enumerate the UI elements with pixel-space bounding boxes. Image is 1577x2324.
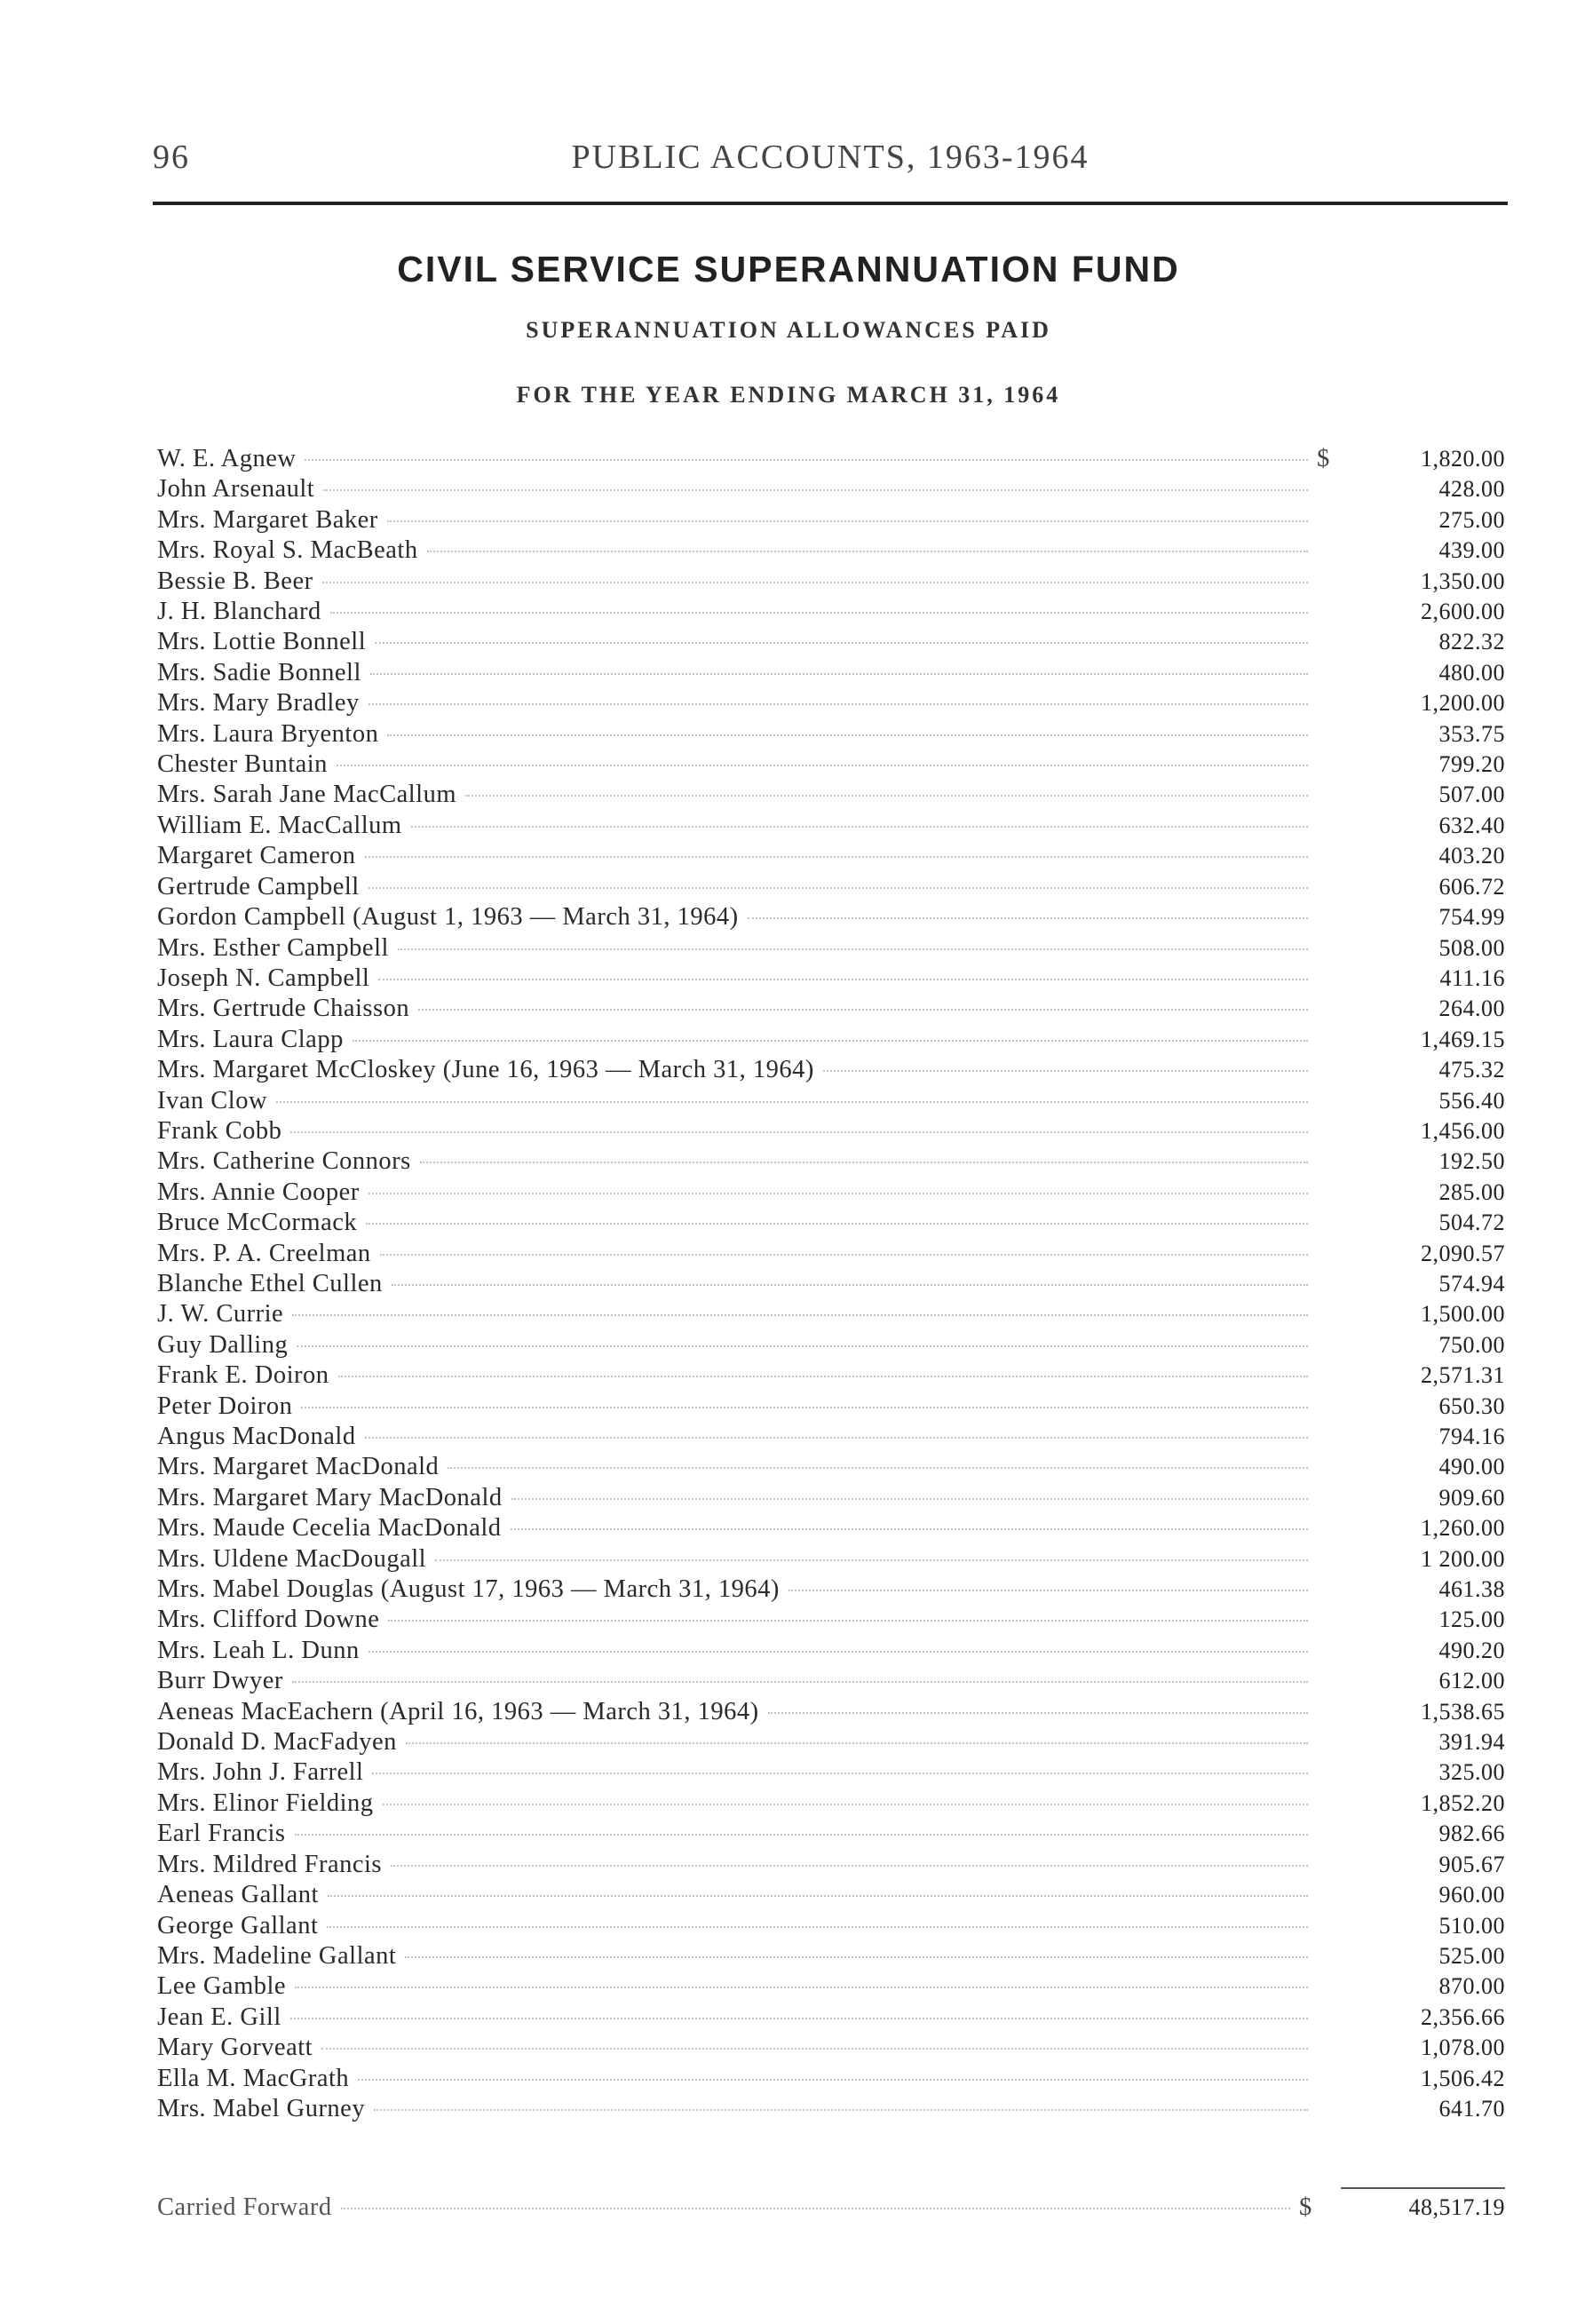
leader-dots xyxy=(322,582,1308,583)
ledger-row xyxy=(157,445,1505,475)
allowance-amount: 504.72 xyxy=(1438,1210,1505,1236)
recipient-name: Mrs. Sarah Jane MacCallum xyxy=(157,781,457,809)
recipient-name: Earl Francis xyxy=(157,1820,286,1848)
ledger-row xyxy=(157,1820,1505,1850)
allowance-amount: 325.00 xyxy=(1438,1759,1505,1786)
leader-dots xyxy=(328,1895,1308,1897)
allowance-amount: 794.16 xyxy=(1438,1424,1505,1449)
leader-dots xyxy=(338,1376,1308,1377)
ledger-row xyxy=(157,1300,1505,1330)
leader-dots xyxy=(405,1956,1308,1958)
ledger-row xyxy=(157,1881,1505,1911)
allowance-amount: 750.00 xyxy=(1438,1331,1505,1358)
allowance-amount: 870.00 xyxy=(1438,1973,1505,2000)
leader-dots xyxy=(301,1407,1308,1408)
ledger-row xyxy=(157,1209,1505,1239)
ledger-row xyxy=(157,750,1505,781)
leader-dots xyxy=(388,1620,1308,1622)
ledger-row xyxy=(157,1453,1505,1483)
leader-dots xyxy=(323,489,1308,491)
ledger-row xyxy=(157,2065,1505,2095)
allowance-amount: 1,260.00 xyxy=(1421,1515,1505,1542)
allowance-amount: 490.00 xyxy=(1438,1454,1505,1480)
recipient-name: Mrs. Catherine Connors xyxy=(157,1147,411,1176)
recipient-name: Mrs. Margaret MacDonald xyxy=(157,1453,440,1481)
leader-dots xyxy=(358,2079,1308,2081)
allowance-amount: 525.00 xyxy=(1438,1942,1505,1969)
allowance-amount: 2,356.66 xyxy=(1421,2003,1505,2030)
allowance-amount: 799.20 xyxy=(1438,751,1505,778)
allowance-amount: 612.00 xyxy=(1438,1668,1505,1694)
currency-symbol: $ xyxy=(1317,445,1330,472)
leader-dots xyxy=(411,826,1308,828)
allowance-amount: 1,538.65 xyxy=(1421,1698,1505,1725)
leader-dots xyxy=(398,948,1308,950)
ledger-row xyxy=(157,1637,1505,1667)
allowance-amount: 1,500.00 xyxy=(1421,1301,1505,1328)
allowance-amount: 1,506.42 xyxy=(1421,2065,1505,2091)
leader-dots xyxy=(392,1284,1308,1286)
leader-dots xyxy=(292,1314,1308,1316)
allowance-amount: 1,078.00 xyxy=(1421,2034,1505,2061)
recipient-name: Guy Dalling xyxy=(157,1330,289,1359)
allowance-amount: 275.00 xyxy=(1438,506,1505,533)
leader-dots xyxy=(327,1926,1308,1928)
recipient-name: Mrs. Royal S. MacBeath xyxy=(157,536,418,565)
ledger-row xyxy=(157,628,1505,658)
allowance-amount: 606.72 xyxy=(1438,873,1505,900)
ledger-row xyxy=(157,1392,1505,1423)
leader-dots xyxy=(337,765,1308,766)
recipient-name: Jean E. Gill xyxy=(157,2003,281,2031)
leader-dots xyxy=(290,2018,1308,2019)
leader-dots xyxy=(295,1987,1308,1988)
leader-dots xyxy=(823,1070,1308,1072)
ledger-row xyxy=(157,2034,1505,2064)
leader-dots xyxy=(375,642,1308,644)
allowance-amount: 125.00 xyxy=(1438,1606,1505,1633)
ledger-row xyxy=(157,842,1505,872)
allowance-amount: 1,350.00 xyxy=(1421,567,1505,594)
allowance-amount: 264.00 xyxy=(1438,995,1505,1022)
ledger-row xyxy=(157,2095,1505,2125)
ledger-row xyxy=(157,1484,1505,1514)
leader-dots xyxy=(372,1773,1308,1774)
ledger-row xyxy=(157,873,1505,903)
allowance-amount: 909.60 xyxy=(1438,1484,1505,1511)
leader-dots xyxy=(297,1345,1308,1347)
allowance-amount: 510.00 xyxy=(1438,1912,1505,1939)
leader-dots xyxy=(380,1254,1308,1256)
recipient-name: Frank Cobb xyxy=(157,1116,282,1145)
leader-dots xyxy=(448,1467,1308,1469)
ledger-row xyxy=(157,1178,1505,1209)
recipient-name: Angus MacDonald xyxy=(157,1423,356,1450)
currency-symbol: $ xyxy=(1299,2193,1312,2221)
allowance-amount: 1,852.20 xyxy=(1421,1789,1505,1816)
allowance-amount: 960.00 xyxy=(1438,1882,1505,1908)
leader-dots xyxy=(420,1162,1308,1163)
ledger-row xyxy=(157,1545,1505,1575)
recipient-name: Mrs. Maude Cecelia MacDonald xyxy=(157,1514,502,1543)
ledger-row xyxy=(157,1361,1505,1392)
carried-forward-label: Carried Forward xyxy=(157,2193,332,2221)
leader-dots xyxy=(391,1865,1308,1867)
recipient-name: J. W. Currie xyxy=(157,1300,284,1329)
recipient-name: William E. MacCallum xyxy=(157,811,402,839)
recipient-name: Aeneas Gallant xyxy=(157,1881,319,1909)
recipient-name: Ivan Clow xyxy=(157,1086,268,1114)
allowance-amount: 2,090.57 xyxy=(1421,1240,1505,1266)
ledger-row xyxy=(157,964,1505,995)
allowance-amount: 353.75 xyxy=(1438,720,1505,747)
leader-dots xyxy=(368,887,1308,889)
recipient-name: Mrs. Mabel Gurney xyxy=(157,2094,366,2122)
ledger-row xyxy=(157,1026,1505,1056)
leader-dots xyxy=(330,612,1308,614)
leader-dots xyxy=(788,1590,1308,1591)
leader-dots xyxy=(295,1834,1309,1836)
allowance-amount: 391.94 xyxy=(1438,1729,1505,1756)
ledger-row xyxy=(157,812,1505,842)
leader-dots xyxy=(387,520,1308,522)
ledger-row xyxy=(157,995,1505,1025)
ledger-row xyxy=(157,934,1505,964)
ledger-row xyxy=(157,475,1505,505)
ledger-row xyxy=(157,536,1505,567)
ledger-row xyxy=(157,1942,1505,1972)
allowance-amount: 982.66 xyxy=(1438,1820,1505,1847)
recipient-name: Mrs. Uldene MacDougall xyxy=(157,1544,427,1573)
allowance-amount: 1,456.00 xyxy=(1421,1117,1505,1144)
recipient-name: Donald D. MacFadyen xyxy=(157,1728,397,1757)
recipient-name: Aeneas MacEachern (April 16, 1963 — March 31, 1964) xyxy=(157,1697,759,1725)
recipient-name: Lee Gamble xyxy=(157,1972,287,2001)
recipient-name: Frank E. Doiron xyxy=(157,1361,329,1390)
allowance-amount: 507.00 xyxy=(1438,781,1505,808)
carried-forward-row xyxy=(157,2193,1505,2229)
allowance-amount: 650.30 xyxy=(1438,1392,1505,1419)
recipient-name: Mrs. Sadie Bonnell xyxy=(157,658,361,686)
allowance-amount: 905.67 xyxy=(1438,1851,1505,1877)
ledger-row xyxy=(157,1728,1505,1758)
recipient-name: Mrs. Laura Bryenton xyxy=(157,719,379,748)
allowance-amount: 754.99 xyxy=(1438,904,1505,931)
recipient-name: Burr Dwyer xyxy=(157,1667,283,1695)
recipient-name: Mrs. Mabel Douglas (August 17, 1963 — March 31, 1964) xyxy=(157,1575,780,1604)
ledger-row xyxy=(157,1912,1505,1942)
ledger-row xyxy=(157,1117,1505,1147)
leader-dots xyxy=(435,1559,1308,1561)
leader-dots xyxy=(305,459,1308,461)
allowance-amount: 480.00 xyxy=(1438,659,1505,686)
ledger-row xyxy=(157,598,1505,628)
recipient-name: Bruce McCormack xyxy=(157,1209,358,1237)
allowance-amount: 411.16 xyxy=(1439,964,1505,991)
allowance-amount: 439.00 xyxy=(1438,537,1505,564)
recipient-name: Mrs. Annie Cooper xyxy=(157,1178,360,1206)
ledger-row xyxy=(157,1667,1505,1697)
ledger-row xyxy=(157,1575,1505,1606)
leader-dots xyxy=(368,1651,1308,1653)
leader-dots xyxy=(365,1437,1308,1439)
ledger-row xyxy=(157,1606,1505,1636)
ledger-row xyxy=(157,1758,1505,1789)
carried-forward-amount: 48,517.19 xyxy=(1408,2194,1505,2220)
recipient-name: Mrs. Elinor Fielding xyxy=(157,1789,374,1817)
ledger-row xyxy=(157,1514,1505,1544)
allowance-ledger xyxy=(157,445,1505,2125)
recipient-name: Mrs. Lottie Bonnell xyxy=(157,628,367,656)
recipient-name: Gertrude Campbell xyxy=(157,872,360,900)
leader-dots xyxy=(465,795,1308,797)
recipient-name: Joseph N. Campbell xyxy=(157,964,370,992)
leader-dots xyxy=(387,734,1308,736)
recipient-name: Mrs. John J. Farrell xyxy=(157,1758,364,1787)
leader-dots xyxy=(368,703,1308,705)
recipient-name: Margaret Cameron xyxy=(157,842,356,870)
leader-dots xyxy=(374,2109,1308,2111)
recipient-name: Mrs. Clifford Downe xyxy=(157,1606,380,1634)
leader-dots xyxy=(427,551,1308,552)
allowance-amount: 192.50 xyxy=(1438,1148,1505,1175)
leader-dots xyxy=(383,1804,1308,1805)
ledger-row xyxy=(157,1240,1505,1270)
ledger-row xyxy=(157,720,1505,750)
allowance-amount: 2,571.31 xyxy=(1421,1362,1505,1389)
recipient-name: Mrs. Laura Clapp xyxy=(157,1025,344,1053)
recipient-name: Mrs. Madeline Gallant xyxy=(157,1941,397,1970)
recipient-name: Mrs. Gertrude Chaisson xyxy=(157,995,410,1023)
recipient-name: Mrs. Esther Campbell xyxy=(157,933,389,962)
recipient-name: Mrs. Margaret McCloskey (June 16, 1963 — March 31, 1964) xyxy=(157,1056,814,1084)
allowance-amount: 461.38 xyxy=(1438,1576,1505,1603)
recipient-name: Mrs. Leah L. Dunn xyxy=(157,1636,360,1664)
ledger-row xyxy=(157,659,1505,689)
leader-dots xyxy=(768,1712,1308,1714)
allowance-amount: 1,469.15 xyxy=(1421,1026,1505,1052)
total-rule xyxy=(1341,2187,1505,2189)
recipient-name: Blanche Ethel Cullen xyxy=(157,1269,383,1297)
allowance-amount: 641.70 xyxy=(1438,2095,1505,2122)
leader-dots xyxy=(341,2208,1290,2209)
recipient-name: Mrs. P. A. Creelman xyxy=(157,1239,371,1267)
recipient-name: Chester Buntain xyxy=(157,750,328,779)
leader-dots xyxy=(321,2048,1308,2050)
leader-dots xyxy=(748,917,1308,919)
running-title: PUBLIC ACCOUNTS, 1963-1964 xyxy=(571,139,1090,176)
allowance-amount: 1,820.00 xyxy=(1421,446,1505,472)
ledger-row xyxy=(157,1423,1505,1453)
allowance-amount: 508.00 xyxy=(1438,934,1505,961)
allowance-amount: 490.20 xyxy=(1438,1637,1505,1663)
ledger-row xyxy=(157,1147,1505,1178)
recipient-name: Gordon Campbell (August 1, 1963 — March 31, 1964) xyxy=(157,903,739,932)
allowance-amount: 556.40 xyxy=(1438,1087,1505,1114)
ledger-row xyxy=(157,1698,1505,1728)
ledger-row xyxy=(157,689,1505,719)
ledger-row xyxy=(157,1087,1505,1117)
ledger-row xyxy=(157,1331,1505,1361)
leader-dots xyxy=(511,1498,1308,1500)
ledger-row xyxy=(157,1789,1505,1820)
allowance-amount: 822.32 xyxy=(1438,629,1505,655)
recipient-name: Mrs. Margaret Mary MacDonald xyxy=(157,1483,503,1511)
ledger-row xyxy=(157,1972,1505,2003)
leader-dots xyxy=(366,1223,1308,1225)
allowance-amount: 475.32 xyxy=(1438,1057,1505,1083)
ledger-row xyxy=(157,567,1505,598)
recipient-name: Peter Doiron xyxy=(157,1392,293,1420)
recipient-name: Bessie B. Beer xyxy=(157,567,313,595)
leader-dots xyxy=(276,1101,1308,1103)
leader-dots xyxy=(290,1131,1308,1133)
leader-dots xyxy=(418,1009,1308,1011)
ledger-row xyxy=(157,903,1505,933)
running-header xyxy=(153,138,1508,191)
allowance-amount: 2,600.00 xyxy=(1421,599,1505,625)
ledger-row xyxy=(157,2003,1505,2034)
recipient-name: Mrs. Margaret Baker xyxy=(157,505,378,534)
allowance-amount: 632.40 xyxy=(1438,812,1505,838)
leader-dots xyxy=(406,1742,1308,1744)
ledger-row xyxy=(157,781,1505,811)
period-line: FOR THE YEAR ENDING MARCH 31, 1964 xyxy=(516,382,1061,408)
recipient-name: Mary Gorveatt xyxy=(157,2034,313,2062)
allowance-amount: 428.00 xyxy=(1438,476,1505,503)
page-number: 96 xyxy=(153,139,190,176)
leader-dots xyxy=(368,1193,1308,1194)
recipient-name: W. E. Agnew xyxy=(157,445,297,472)
allowance-amount: 574.94 xyxy=(1438,1270,1505,1297)
leader-dots xyxy=(353,1040,1308,1042)
allowance-amount: 1 200.00 xyxy=(1421,1545,1505,1572)
ledger-row xyxy=(157,1851,1505,1881)
recipient-name: Mrs. Mildred Francis xyxy=(157,1850,383,1878)
ledger-row xyxy=(157,1056,1505,1086)
recipient-name: Mrs. Mary Bradley xyxy=(157,689,360,718)
recipient-name: Ella M. MacGrath xyxy=(157,2064,350,2092)
recipient-name: J. H. Blanchard xyxy=(157,598,321,626)
recipient-name: John Arsenault xyxy=(157,475,315,504)
header-rule xyxy=(153,202,1508,205)
leader-dots xyxy=(378,979,1308,980)
leader-dots xyxy=(511,1528,1308,1530)
section-subtitle: SUPERANNUATION ALLOWANCES PAID xyxy=(526,317,1051,343)
allowance-amount: 403.20 xyxy=(1438,843,1505,869)
leader-dots xyxy=(292,1681,1308,1683)
leader-dots xyxy=(365,856,1308,858)
allowance-amount: 285.00 xyxy=(1438,1178,1505,1205)
leader-dots xyxy=(370,673,1308,675)
allowance-amount: 1,200.00 xyxy=(1421,690,1505,717)
ledger-row xyxy=(157,506,1505,536)
ledger-row xyxy=(157,1270,1505,1300)
recipient-name: George Gallant xyxy=(157,1911,319,1939)
fund-title: CIVIL SERVICE SUPERANNUATION FUND xyxy=(397,249,1180,290)
